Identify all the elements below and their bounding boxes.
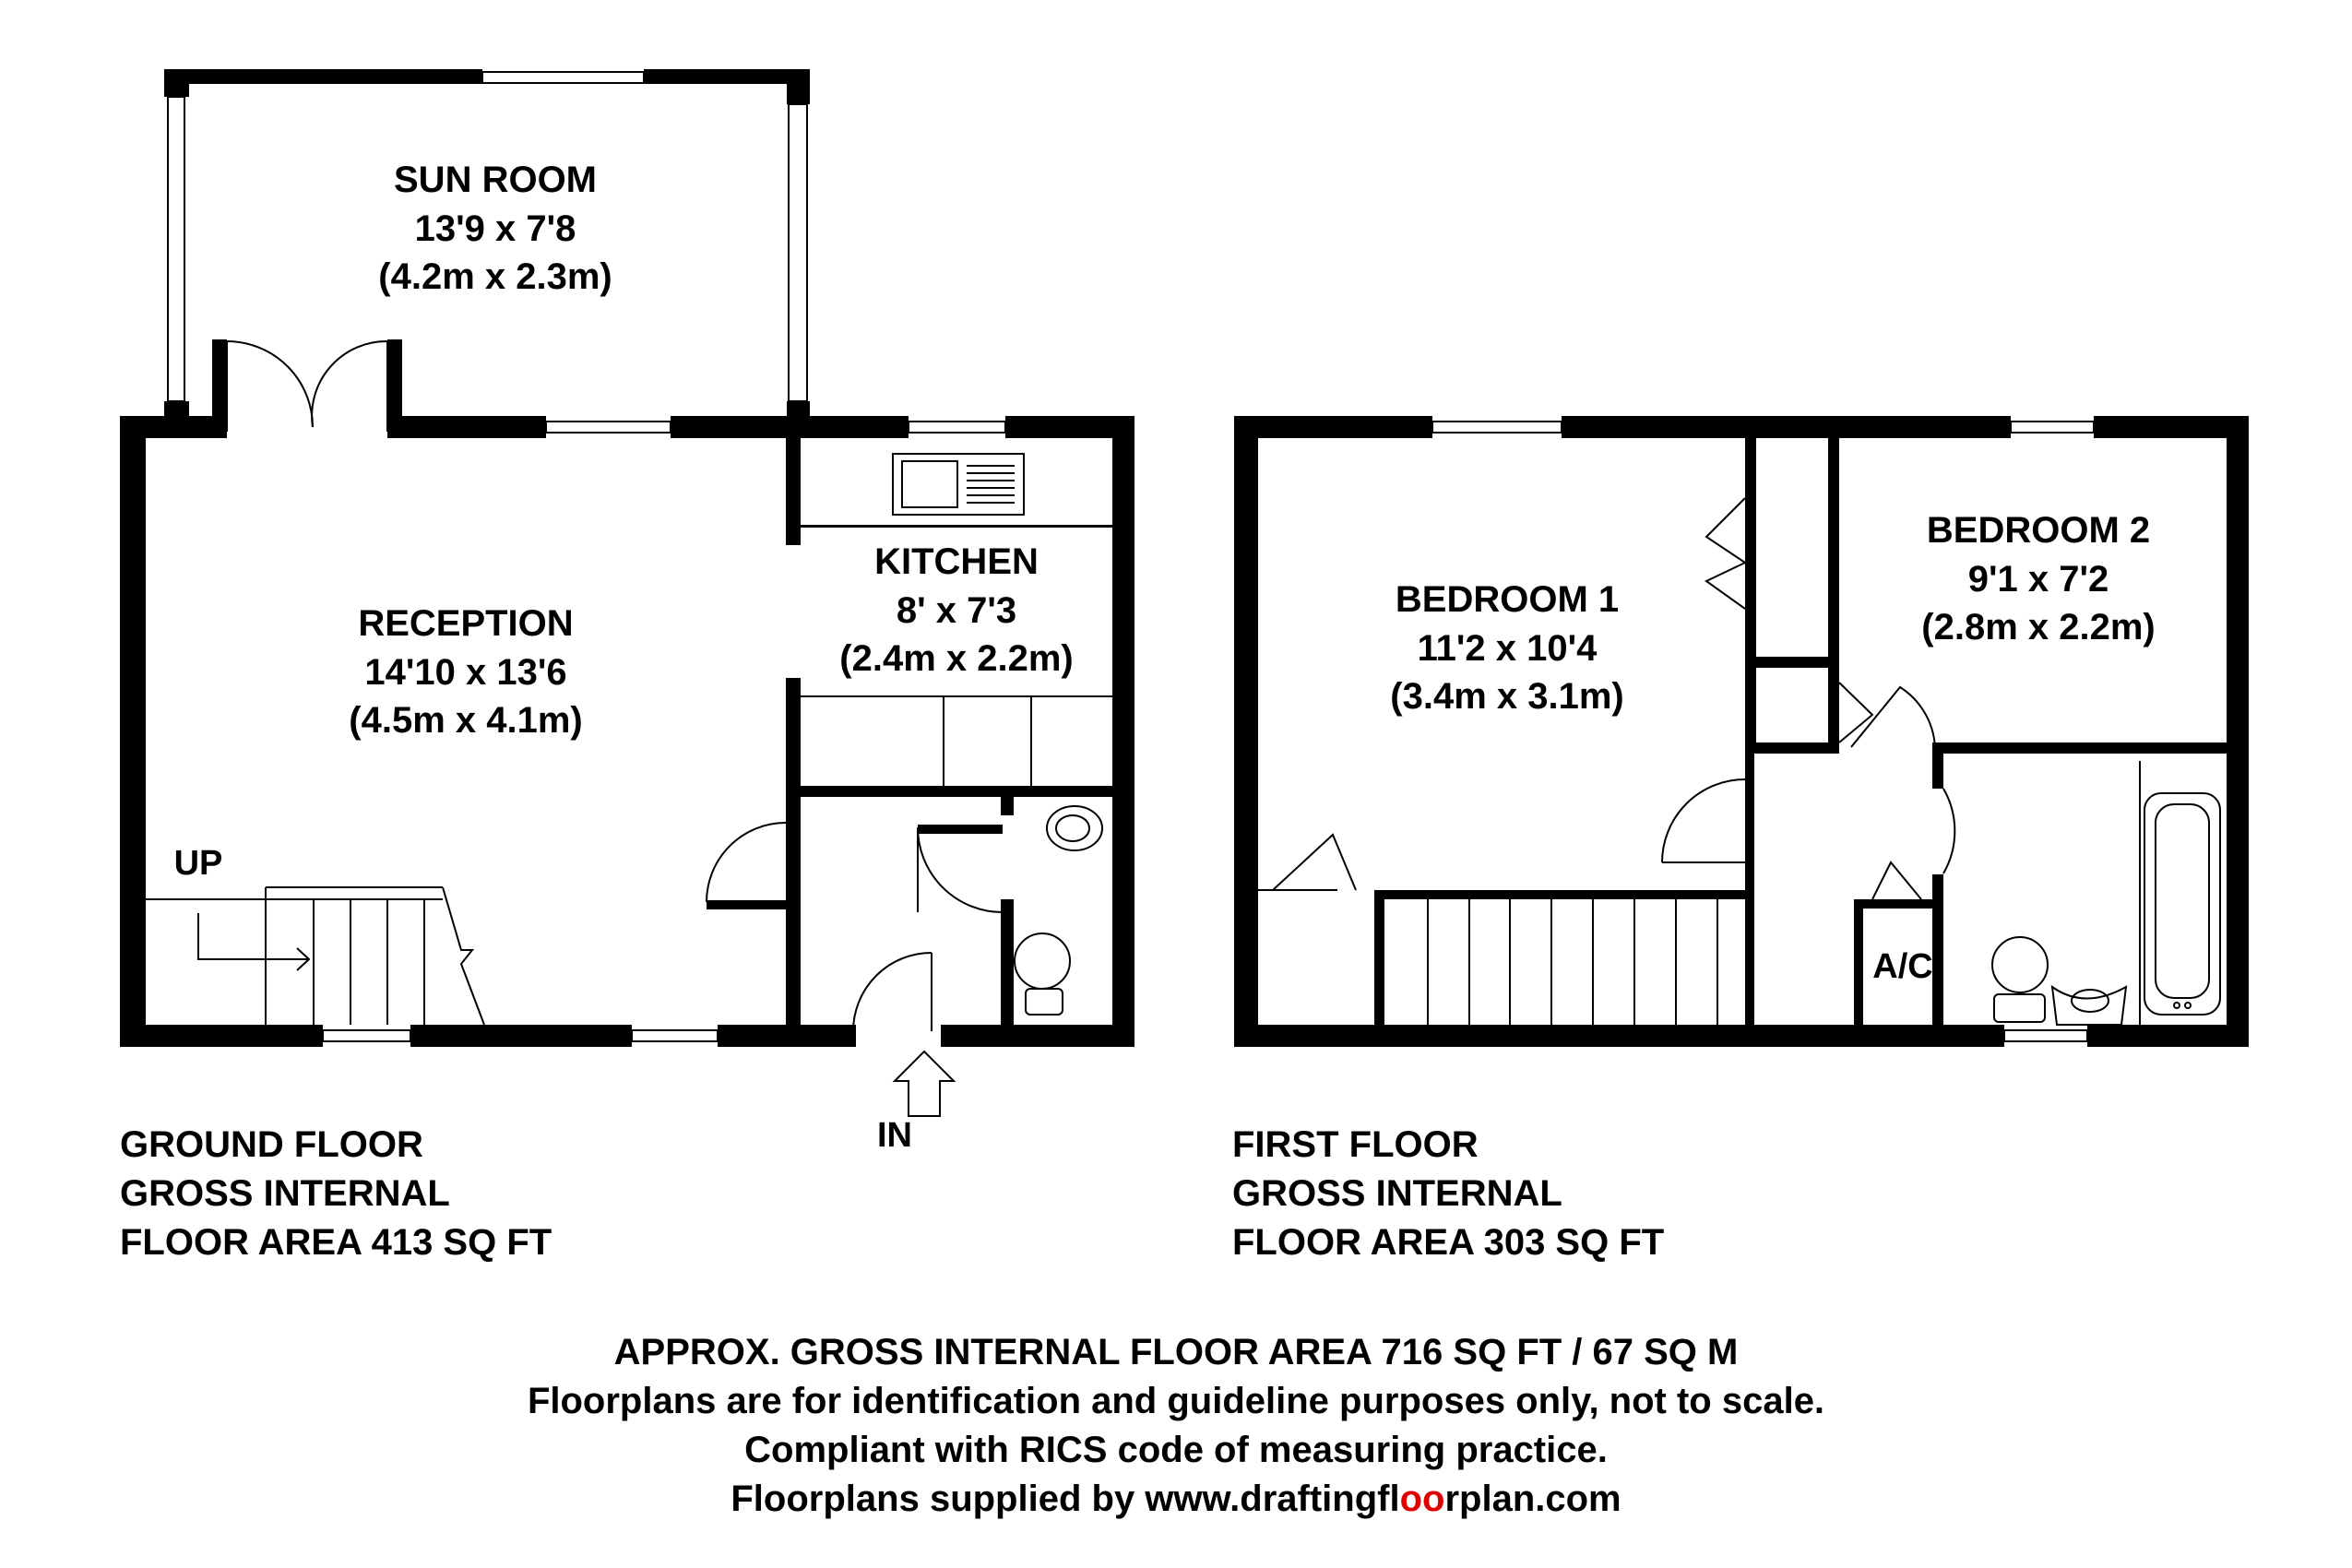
bedroom2-metric-size: (2.8m x 2.2m) <box>1921 607 2156 647</box>
ground-floor-wc <box>1015 806 1102 1015</box>
entrance-label: IN <box>877 1116 912 1155</box>
first-floor-caption <box>1232 1121 1664 1267</box>
reception-imperial-size: 14'10 x 13'6 <box>364 652 567 693</box>
ground-floor-outer-walls <box>120 416 1134 1047</box>
supplier-credit <box>0 1475 2352 1524</box>
first-floor-caption-line: FLOOR AREA 303 SQ FT <box>1232 1222 1665 1263</box>
first-floor-caption-line: FIRST FLOOR <box>1232 1124 1479 1165</box>
ground-floor-caption <box>120 1121 552 1267</box>
ground-floor-interior-walls <box>707 416 1112 1047</box>
ground-floor-caption-line: FLOOR AREA 413 SQ FT <box>120 1222 552 1263</box>
ground-floor-stairs <box>146 887 484 1025</box>
sun-room-metric-size: (4.2m x 2.3m) <box>378 256 612 297</box>
total-floor-area: APPROX. GROSS INTERNAL FLOOR AREA 716 SQ FT / 67 SQ M <box>613 1332 1739 1372</box>
sun-room-imperial-size: 13'9 x 7'8 <box>414 208 576 249</box>
disclaimer: Floorplans are for identification and guideline purposes only, not to scale. <box>527 1381 1825 1421</box>
supplier-credit-suffix: rplan.com <box>1444 1479 1621 1519</box>
ground-floor-caption-line: GROUND FLOOR <box>120 1124 423 1165</box>
supplier-credit-accent: oo <box>1399 1479 1445 1519</box>
kitchen-metric-size: (2.4m x 2.2m) <box>839 638 1074 679</box>
ground-floor-doors <box>707 823 1003 1031</box>
first-floor-bathroom <box>1992 761 2220 1025</box>
reception-metric-size: (4.5m x 4.1m) <box>349 700 583 741</box>
sun-room-walls <box>164 69 810 438</box>
supplier-credit-prefix: Floorplans supplied by www.draftingfl <box>731 1479 1400 1519</box>
sun-room-double-door <box>227 341 387 432</box>
first-floor-stairs <box>1384 899 1717 1025</box>
bedroom1-imperial-size: 11'2 x 10'4 <box>1417 628 1598 669</box>
first-floor-plan <box>1234 416 2249 1047</box>
ground-floor-plan <box>120 69 1134 1155</box>
stairs-up-label: UP <box>173 844 223 883</box>
rics-compliance: Compliant with RICS code of measuring practice. <box>744 1430 1608 1470</box>
kitchen-name: KITCHEN <box>874 541 1039 582</box>
first-floor-caption-line: GROSS INTERNAL <box>1232 1173 1562 1214</box>
footer-notes <box>0 1328 2352 1524</box>
bedroom1-name: BEDROOM 1 <box>1395 579 1620 620</box>
ground-floor-caption-line: GROSS INTERNAL <box>120 1173 450 1214</box>
kitchen-imperial-size: 8' x 7'3 <box>896 590 1017 631</box>
airing-cupboard-label: A/C <box>1872 947 1933 986</box>
bedroom2-name: BEDROOM 2 <box>1926 510 2151 551</box>
entrance-arrow-icon <box>895 1051 954 1116</box>
kitchen-sink <box>893 454 1024 515</box>
reception-name: RECEPTION <box>358 603 574 644</box>
sun-room-name: SUN ROOM <box>394 160 597 200</box>
bedroom2-imperial-size: 9'1 x 7'2 <box>1967 559 2109 600</box>
bedroom1-metric-size: (3.4m x 3.1m) <box>1390 676 1624 717</box>
